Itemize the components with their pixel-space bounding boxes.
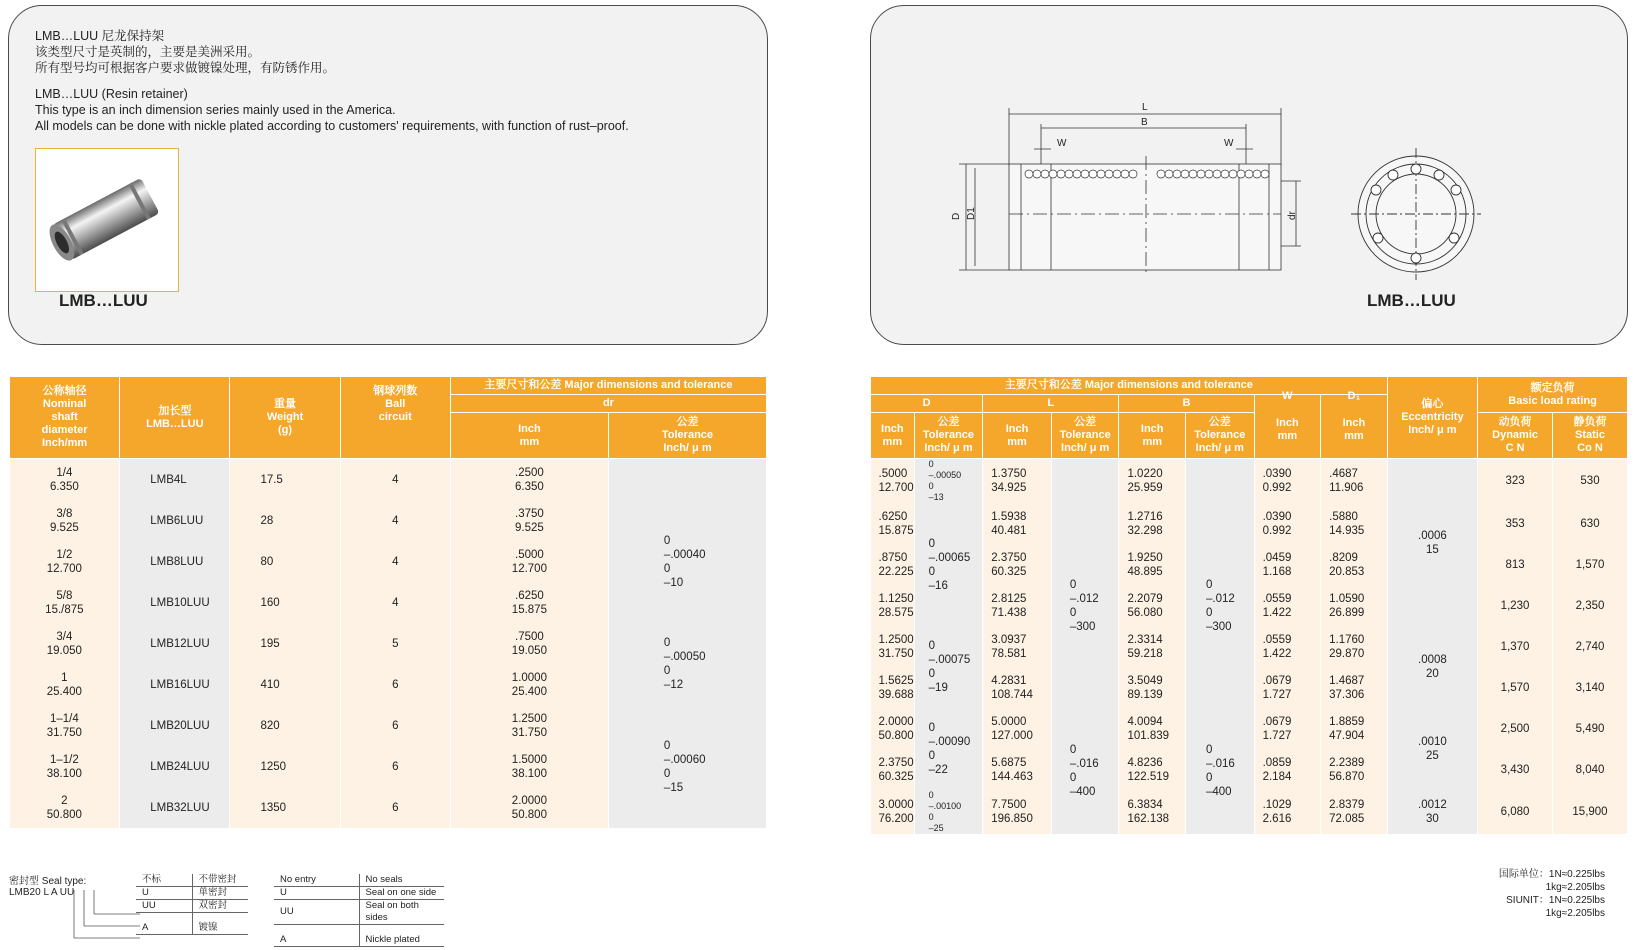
B-cell: 4.0094 101.839: [1119, 708, 1186, 749]
intro-en-line1: This type is an inch dimension series mainly used in the America.: [35, 103, 396, 117]
product-intro-panel: [8, 5, 768, 345]
dynamic-load-cell: 6,080: [1478, 790, 1553, 834]
ball-cell: 4: [340, 459, 450, 501]
weight-cell: 80: [230, 541, 340, 582]
model-cell: LMB20LUU: [120, 705, 230, 746]
label-D: D: [951, 212, 962, 220]
model-cell: LMB32LUU: [120, 787, 230, 828]
W-cell: .0679 1.727: [1254, 667, 1321, 708]
B-cell: 2.3314 59.218: [1119, 626, 1186, 667]
intro-en-title: LMB…LUU (Resin retainer): [35, 87, 188, 101]
th-dr-tolerance: 公差 Tolerance Inch/ μ m: [608, 413, 766, 459]
model-cell: LMB4L: [120, 459, 230, 501]
L-cell: 7.7500 196.850: [983, 790, 1052, 834]
table-row: [871, 459, 1628, 504]
nominal-cell: 1–1/2 38.100: [10, 746, 120, 787]
W-cell: .0390 0.992: [1254, 503, 1321, 544]
legend-row: [136, 900, 248, 913]
th-L: L: [983, 395, 1119, 413]
W-cell: .0679 1.727: [1254, 708, 1321, 749]
eccentricity-cell: .0008 20: [1387, 626, 1477, 708]
th-D1: D₁ Inch mm: [1321, 395, 1388, 459]
intro-cn-title: LMB…LUU 尼龙保持架: [35, 29, 165, 43]
legend-row: [136, 913, 248, 935]
dr-cell: .7500 19.050: [450, 623, 608, 664]
intro-cn-line2: 所有型号均可根据客户要求做镀镍处理，有防锈作用。: [35, 61, 336, 75]
model-cell: LMB10LUU: [120, 582, 230, 623]
seal-legend-cn: [136, 874, 248, 935]
unit-note-1: 国际单位：1N≈0.225lbs: [1498, 869, 1605, 880]
th-eccentricity: 偏心 Eccentricity Inch/ μ m: [1387, 377, 1477, 459]
dr-cell: 1.2500 31.750: [450, 705, 608, 746]
product-photo: [35, 148, 179, 292]
legend-row: [136, 887, 248, 900]
D1-cell: 1.4687 37.306: [1321, 667, 1388, 708]
ball-cell: 6: [340, 787, 450, 828]
model-cell: LMB8LUU: [120, 541, 230, 582]
L-cell: 3.0937 78.581: [983, 626, 1052, 667]
legend-row: [136, 874, 248, 887]
ball-cell: 6: [340, 705, 450, 746]
D-cell: .6250 15.875: [871, 503, 915, 544]
dr-cell: 1.5000 38.100: [450, 746, 608, 787]
model-cell: LMB16LUU: [120, 664, 230, 705]
model-cell: LMB12LUU: [120, 623, 230, 664]
dr-cell: .5000 12.700: [450, 541, 608, 582]
legend-meaning: Seal on one side: [359, 887, 444, 900]
drawing-panel: [870, 5, 1628, 345]
nominal-cell: 3/4 19.050: [10, 623, 120, 664]
intro-cn-line1: 该类型尺寸是英制的，主要是美洲采用。: [35, 45, 261, 59]
legend-row: [274, 887, 444, 900]
eccentricity-cell: .0012 30: [1387, 790, 1477, 834]
th-D-tolerance: 公差 Tolerance Inch/ μ m: [914, 413, 983, 459]
D-tolerance-cell: 0 –.00090 0 –22: [914, 708, 983, 790]
D-cell: 2.0000 50.800: [871, 708, 915, 749]
unit-note-3: SIUNIT：1N≈0.225lbs: [1506, 895, 1605, 906]
th-D-inch-mm: Inch mm: [871, 413, 915, 459]
right-caption: LMB…LUU: [1367, 291, 1456, 310]
L-cell: 1.3750 34.925: [983, 459, 1052, 504]
D1-cell: 1.1760 29.870: [1321, 626, 1388, 667]
dr-tolerance-cell: 0 –.00050 0 –12: [608, 623, 766, 705]
intro-en-line2: All models can be done with nickle plated according to customers' requirements, with function of rust–proof.: [35, 119, 629, 133]
B-cell: 1.2716 32.298: [1119, 503, 1186, 544]
eccentricity-cell: .0006 15: [1387, 459, 1477, 627]
legend-meaning: 不带密封: [192, 874, 248, 887]
B-cell: 1.0220 25.959: [1119, 459, 1186, 504]
label-dr: dr: [1287, 211, 1298, 220]
D1-cell: 1.0590 26.899: [1321, 585, 1388, 626]
nominal-cell: 3/8 9.525: [10, 500, 120, 541]
D1-cell: .5880 14.935: [1321, 503, 1388, 544]
L-cell: 1.5938 40.481: [983, 503, 1052, 544]
static-load-cell: 2,740: [1553, 626, 1628, 667]
D-cell: 1.2500 31.750: [871, 626, 915, 667]
D-cell: 1.5625 39.688: [871, 667, 915, 708]
model-cell: LMB24LUU: [120, 746, 230, 787]
left-caption: LMB…LUU: [59, 291, 148, 310]
L-cell: 2.8125 71.438: [983, 585, 1052, 626]
seal-legend-example: LMB20 L A UU: [9, 887, 75, 898]
intro-text: [35, 28, 629, 134]
th-ball: 钢球列数 Ball circuit: [340, 377, 450, 459]
W-cell: .0390 0.992: [1254, 459, 1321, 504]
weight-cell: 28: [230, 500, 340, 541]
D1-cell: 1.8859 47.904: [1321, 708, 1388, 749]
legend-row: [274, 925, 444, 947]
B-tolerance-cell: 0 –.016 0 –400: [1185, 708, 1254, 834]
static-load-cell: 5,490: [1553, 708, 1628, 749]
weight-cell: 1250: [230, 746, 340, 787]
table-row: [10, 500, 767, 541]
th-W: W Inch mm: [1254, 395, 1321, 459]
dr-tolerance-cell: 0 –.00040 0 –10: [608, 500, 766, 623]
static-load-cell: 2,350: [1553, 585, 1628, 626]
legend-meaning: 单密封: [192, 887, 248, 900]
th-major-dims: 主要尺寸和公差 Major dimensions and tolerance: [450, 377, 766, 395]
bearing-photo-icon: [36, 149, 177, 290]
th-major-dims-right: 主要尺寸和公差 Major dimensions and tolerance: [871, 377, 1388, 395]
table-row: [10, 705, 767, 746]
D1-cell: 2.2389 56.870: [1321, 749, 1388, 790]
dr-tolerance-cell: [608, 459, 766, 501]
W-cell: .0859 2.184: [1254, 749, 1321, 790]
ball-cell: 4: [340, 541, 450, 582]
weight-cell: 160: [230, 582, 340, 623]
W-cell: .1029 2.616: [1254, 790, 1321, 834]
dynamic-load-cell: 2,500: [1478, 708, 1553, 749]
bearing-body: [1009, 164, 1281, 270]
W-cell: .0559 1.422: [1254, 626, 1321, 667]
th-D: D: [871, 395, 983, 413]
weight-cell: 195: [230, 623, 340, 664]
legend-code: A: [136, 913, 192, 935]
table-row: [10, 459, 767, 501]
label-B: B: [1141, 117, 1148, 128]
nominal-cell: 1 25.400: [10, 664, 120, 705]
th-dr-inch-mm: Inch mm: [450, 413, 608, 459]
seal-legend-title: 密封型 Seal type:: [9, 876, 87, 887]
B-tolerance-cell: [1185, 459, 1254, 504]
table-row: [871, 503, 1628, 544]
D-cell: 1.1250 28.575: [871, 585, 915, 626]
weight-cell: 820: [230, 705, 340, 746]
L-tolerance-cell: 0 –.016 0 –400: [1051, 708, 1119, 834]
legend-code: U: [274, 887, 359, 900]
B-cell: 1.9250 48.895: [1119, 544, 1186, 585]
label-L: L: [1142, 102, 1148, 113]
legend-row: [274, 900, 444, 925]
dynamic-load-cell: 1,230: [1478, 585, 1553, 626]
th-L-tolerance: 公差 Tolerance Inch/ μ m: [1051, 413, 1119, 459]
ball-cell: 4: [340, 500, 450, 541]
th-weight: 重量 Weight (g): [230, 377, 340, 459]
static-load-cell: 1,570: [1553, 544, 1628, 585]
dynamic-load-cell: 353: [1478, 503, 1553, 544]
legend-code: No entry: [274, 874, 359, 887]
specs-table-left: [9, 376, 767, 828]
dr-cell: .2500 6.350: [450, 459, 608, 501]
th-dr: dr: [450, 395, 766, 413]
B-cell: 3.5049 89.139: [1119, 667, 1186, 708]
technical-drawing: [871, 6, 1627, 306]
W-cell: .0559 1.422: [1254, 585, 1321, 626]
static-load-cell: 8,040: [1553, 749, 1628, 790]
static-load-cell: 630: [1553, 503, 1628, 544]
D1-cell: .4687 11.906: [1321, 459, 1388, 504]
th-dynamic: 动负荷 Dynamic C N: [1478, 413, 1553, 459]
ball-cell: 4: [340, 582, 450, 623]
table-row: [871, 708, 1628, 749]
L-tolerance-cell: 0 –.012 0 –300: [1051, 503, 1119, 708]
unit-note-2: 1kg≈2.205lbs: [1545, 882, 1605, 893]
legend-row: [274, 874, 444, 887]
dr-cell: 2.0000 50.800: [450, 787, 608, 828]
table-row: [10, 623, 767, 664]
unit-notes: [1499, 868, 1605, 920]
ball-cell: 6: [340, 746, 450, 787]
nominal-cell: 1/2 12.700: [10, 541, 120, 582]
B-cell: 4.8236 122.519: [1119, 749, 1186, 790]
D-cell: .8750 22.225: [871, 544, 915, 585]
label-W1: W: [1057, 138, 1067, 149]
B-cell: 6.3834 162.138: [1119, 790, 1186, 834]
th-model: 加长型 LMB…LUU: [120, 377, 230, 459]
nominal-cell: 1/4 6.350: [10, 459, 120, 501]
L-cell: 5.0000 127.000: [983, 708, 1052, 749]
end-view: [1351, 148, 1481, 280]
th-B: B: [1119, 395, 1254, 413]
legend-code: A: [274, 925, 359, 947]
legend-code: U: [136, 887, 192, 900]
legend-meaning: 双密封: [192, 900, 248, 913]
th-load-rating: 额定负荷 Basic load rating: [1478, 377, 1628, 413]
L-cell: 5.6875 144.463: [983, 749, 1052, 790]
D-tolerance-cell: 0 –.00050 0 –13: [914, 459, 983, 504]
B-cell: 2.2079 56.080: [1119, 585, 1186, 626]
legend-meaning: Nickle plated: [359, 925, 444, 947]
D-cell: 2.3750 60.325: [871, 749, 915, 790]
D1-cell: .8209 20.853: [1321, 544, 1388, 585]
label-D1: D1: [966, 207, 977, 220]
L-cell: 2.3750 60.325: [983, 544, 1052, 585]
W-cell: .0459 1.168: [1254, 544, 1321, 585]
th-static: 静负荷 Static Co N: [1553, 413, 1628, 459]
eccentricity-cell: .0010 25: [1387, 708, 1477, 790]
dynamic-load-cell: 323: [1478, 459, 1553, 504]
dr-cell: 1.0000 25.400: [450, 664, 608, 705]
nominal-cell: 1–1/4 31.750: [10, 705, 120, 746]
th-nominal: 公称轴径 Nominal shaft diameter Inch/mm: [10, 377, 120, 459]
dynamic-load-cell: 3,430: [1478, 749, 1553, 790]
specs-table-right: [870, 376, 1628, 834]
D-cell: 3.0000 76.200: [871, 790, 915, 834]
legend-meaning: 镀镍: [192, 913, 248, 935]
th-B-tolerance: 公差 Tolerance Inch/ μ m: [1185, 413, 1254, 459]
D1-cell: 2.8379 72.085: [1321, 790, 1388, 834]
static-load-cell: 530: [1553, 459, 1628, 504]
dynamic-load-cell: 1,370: [1478, 626, 1553, 667]
ball-cell: 5: [340, 623, 450, 664]
model-cell: LMB6LUU: [120, 500, 230, 541]
label-W2: W: [1224, 138, 1234, 149]
unit-note-4: 1kg≈2.205lbs: [1545, 908, 1605, 919]
static-load-cell: 15,900: [1553, 790, 1628, 834]
D-cell: .5000 12.700: [871, 459, 915, 504]
dr-cell: .6250 15.875: [450, 582, 608, 623]
D-tolerance-cell: 0 –.00100 0 –25: [914, 790, 983, 834]
weight-cell: 1350: [230, 787, 340, 828]
D-tolerance-cell: 0 –.00075 0 –19: [914, 626, 983, 708]
nominal-cell: 5/8 15./875: [10, 582, 120, 623]
static-load-cell: 3,140: [1553, 667, 1628, 708]
weight-cell: 17.5: [230, 459, 340, 501]
dr-cell: .3750 9.525: [450, 500, 608, 541]
th-L-inch-mm: Inch mm: [983, 413, 1052, 459]
ball-cell: 6: [340, 664, 450, 705]
L-tolerance-cell: [1051, 459, 1119, 504]
dr-tolerance-cell: 0 –.00060 0 –15: [608, 705, 766, 828]
dynamic-load-cell: 1,570: [1478, 667, 1553, 708]
D-tolerance-cell: 0 –.00065 0 –16: [914, 503, 983, 626]
seal-legend-en: [274, 874, 444, 947]
legend-code: 不标: [136, 874, 192, 887]
B-tolerance-cell: 0 –.012 0 –300: [1185, 503, 1254, 708]
legend-code: UU: [136, 900, 192, 913]
dynamic-load-cell: 813: [1478, 544, 1553, 585]
legend-meaning: Seal on both sides: [359, 900, 444, 925]
nominal-cell: 2 50.800: [10, 787, 120, 828]
legend-code: UU: [274, 900, 359, 925]
L-cell: 4.2831 108.744: [983, 667, 1052, 708]
weight-cell: 410: [230, 664, 340, 705]
legend-meaning: No seals: [359, 874, 444, 887]
th-B-inch-mm: Inch mm: [1119, 413, 1186, 459]
